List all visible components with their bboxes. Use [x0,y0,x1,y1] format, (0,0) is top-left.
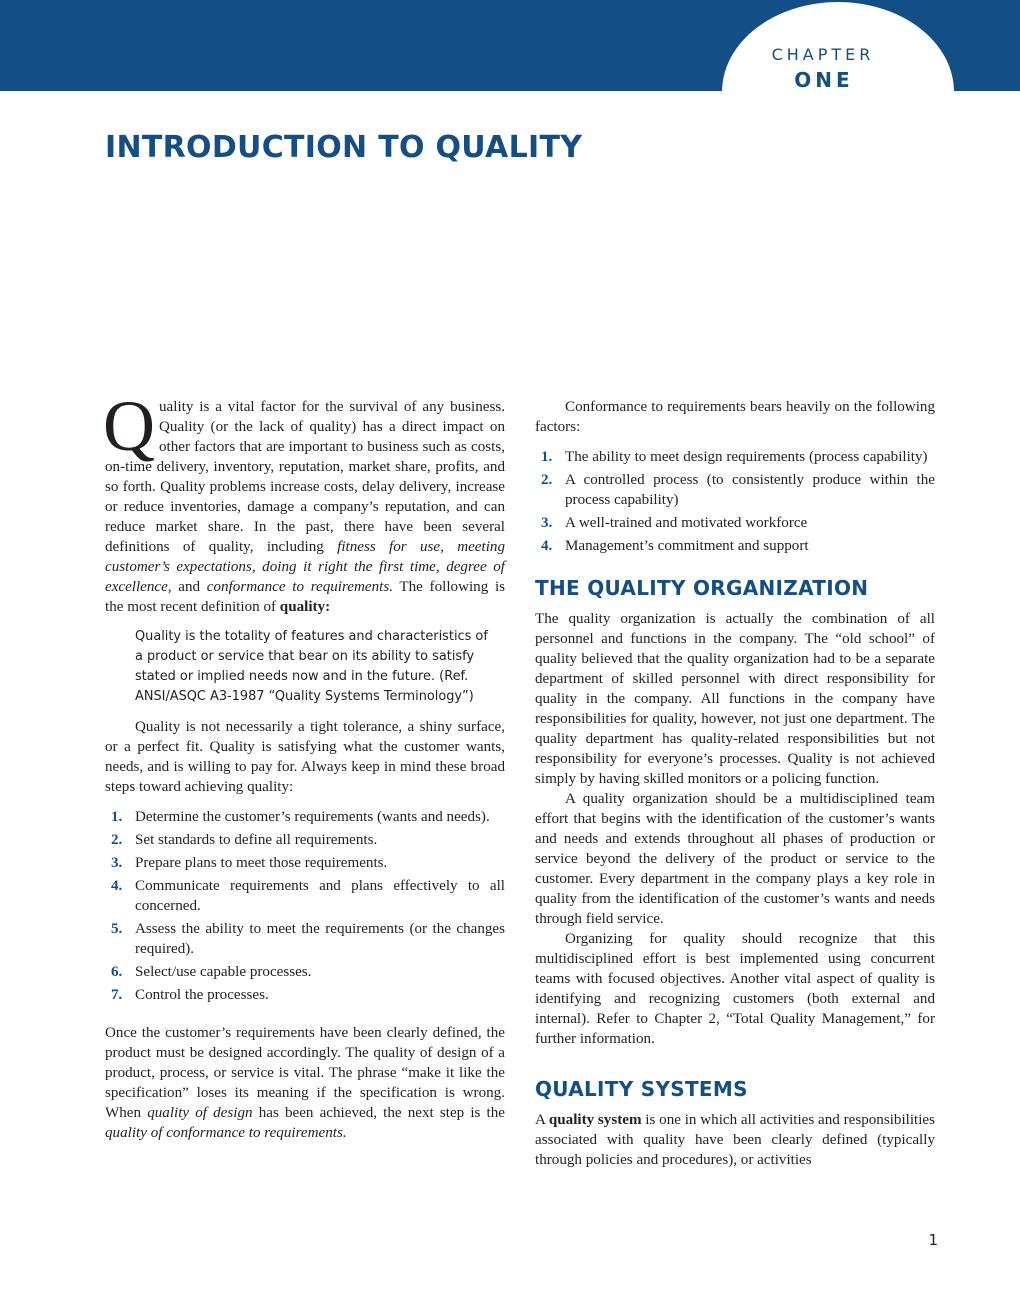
page-number: 1 [928,1231,938,1249]
list-item: 5. Assess the ability to meet the requirements (or the changes required). [111,921,505,957]
body-paragraph: The quality organization is actually the combination of all personnel and functions in the company. The “old school” of quality believed that the quality organization had to be a separate department of skilled personnel with direct responsibility for quality in the company. All functions in the company have responsibilities for quality, however, not just one department. The quality department has quality-related responsibilities but not responsibility for everyone’s processes. Quality is not achieved simply by having skilled monitors or a policing function. [535,611,935,787]
section-heading-quality-organization: THE QUALITY ORGANIZATION [535,576,869,600]
list-item: 2. A controlled process (to consistently produce within the process capability) [541,472,935,508]
body-paragraph: Conformance to requirements bears heavily on the following factors: [535,399,935,435]
definition-quote: Quality is the totality of features and characteristics of a product or service that bear on its ability to satisfy stated or implied needs now and in the future. (Ref. ANSI/ASQC A3-1987 “Quality Systems Terminology”) [135,629,488,704]
body-paragraph: Quality is not necessarily a tight tolerance, a shiny surface, or a perfect fit. Quality is satisfying what the customer wants, needs, and is willing to pay for. Always keep in mind these broad steps toward achieving quality: [105,719,505,795]
list-item: 7. Control the processes. [111,987,269,1003]
body-paragraph: A quality organization should be a multidisciplined team effort that begins with the identification of the customer’s wants and needs and extends throughout all phases of production or service beyond the delivery of the product or service to the customer. Every department in the company plays a key role in quality from the identification of the customer’s wants and needs through field service. [535,791,935,927]
drop-cap: Q [103,386,155,466]
list-item: 3. Prepare plans to meet those requirements. [111,855,388,871]
list-item: 2. Set standards to define all requirements. [111,832,378,848]
list-item: 1. Determine the customer’s requirements (wants and needs). [111,809,490,825]
right-column [535,397,935,1170]
list-item: 1. The ability to meet design requirements (process capability) [541,449,928,465]
body-paragraph: Once the customer’s requirements have been clearly defined, the product must be designed accordingly. The quality of design of a product, process, or service is vital. The phrase “make it like the specification” loses its meaning if the specification is wrong. When quality of design has been achieved, the next step is the quality of conformance to requirements. [105,1025,505,1141]
chapter-number: ONE [794,68,854,92]
steps-list [105,807,505,1005]
list-item: 6. Select/use capable processes. [111,964,312,980]
body-paragraph: A quality system is one in which all activities and responsibilities associated with quality have been clearly defined (typically through policies and procedures), or activities [535,1112,936,1168]
page-title: INTRODUCTION TO QUALITY [105,130,583,165]
chapter-label: CHAPTER [771,45,875,64]
list-item: 4. Communicate requirements and plans effectively to all concerned. [111,878,505,914]
list-item: 3. A well-trained and motivated workforce [541,515,808,531]
intro-paragraph: Quality is a vital factor for the survival of any business. Quality (or the lack of quality) has a direct impact on other factors that are important to business such as costs, on-time delivery, inventory, reputation, market share, profits, and so forth. Quality problems increase costs, delay delivery, increase or reduce inventories, damage a company’s reputation, and can reduce market share. In the past, there have been several definitions of quality, including fitness for use, meeting customer’s expectations, doing it right the first time, degree of excellence, and conformance to requirements. The following is the most recent definition of quality: [103,386,506,615]
list-item: 4. Management’s commitment and support [541,538,809,554]
left-column [103,386,506,1143]
body-paragraph: Organizing for quality should recognize that this multidisciplined effort is best implemented using concurrent teams with focused objectives. Another vital aspect of quality is identifying and recognizing customers (both external and internal). Refer to Chapter 2, “Total Quality Management,” for further information. [535,931,935,1047]
section-heading-quality-systems: QUALITY SYSTEMS [535,1077,748,1101]
factors-list [535,447,935,556]
